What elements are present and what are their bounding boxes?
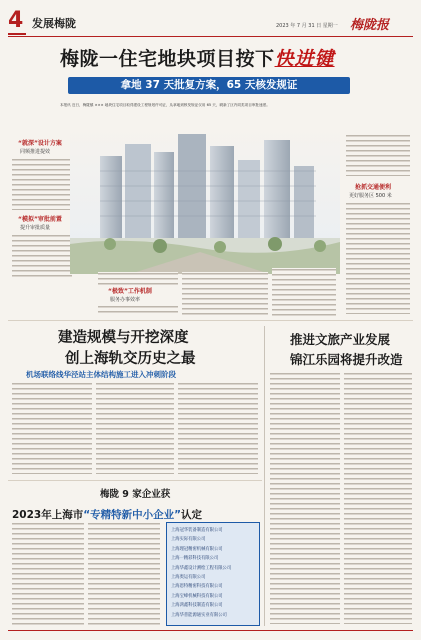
section-name: 发展梅陇 [32, 17, 76, 30]
list-item: 上海奥运有限公司 [171, 575, 206, 581]
lead-subheadline-banner [68, 77, 350, 94]
skyline-illustration-svg [70, 126, 340, 274]
story2-headline-1: 建造规模与开挖深度 [58, 330, 189, 346]
lead-headline-main: 梅陇一住宅地块项目按下 [60, 48, 275, 70]
masthead-logo: 梅陇报 [350, 18, 390, 33]
story3-headline-1: 推进文旅产业发展 [290, 332, 391, 347]
skyline-illustration [70, 126, 340, 274]
page-bottom-rule [8, 630, 413, 631]
story2-body-col-1 [12, 382, 92, 474]
lead-body-col-3 [182, 272, 268, 316]
list-item: 上海华鑫设计测绘工程有限公司 [171, 565, 232, 571]
story3-body-col-1 [270, 372, 340, 624]
story4-headline-b: “专精特新中小企业” [83, 509, 182, 521]
story4-body-col-1 [12, 522, 84, 626]
story3-headline-2: 锦江乐园将提升改造 [290, 352, 403, 367]
lead-body-col-4 [272, 268, 336, 316]
lead-col-sub-2: 提升审批质量 [20, 225, 51, 231]
story2-subheadline: 机场联络线华泾站主体结构施工进入冲刺阶段 [26, 370, 176, 379]
lead-body-col-1b [12, 234, 72, 280]
list-item: 上海宝峰机械科技有限公司 [171, 593, 223, 599]
lead-col-sub-3: 服务办事效率 [110, 297, 141, 303]
list-item: 上海理冠精密机械有限公司 [171, 546, 223, 552]
lead-col-sub-1: 同频推进提效 [20, 149, 51, 155]
list-item: 上海华普能源通实业有限公司 [171, 612, 227, 618]
header-rule [8, 36, 413, 37]
story2-headline-2: 创上海轨交历史之最 [65, 351, 196, 367]
story2-body-col-3 [178, 382, 258, 474]
story2-body-col-2 [96, 382, 174, 474]
company-list [167, 523, 259, 623]
story4-headline [12, 503, 262, 522]
column-divider [264, 326, 265, 626]
lead-col-kicker-1: “就深”设计方案 [18, 140, 62, 147]
lead-subheadline: 拿地 37 天批复方案，65 天核发规证 [120, 79, 298, 91]
lead-headline-accent: 快进键 [274, 48, 335, 70]
page-number: 4 [8, 8, 24, 33]
list-item: 上海一精彩科技有限公司 [171, 556, 219, 562]
lead-body-col-2b [98, 305, 178, 315]
lead-body-col-2 [98, 272, 178, 286]
page-header [0, 0, 421, 38]
story4-kicker: 梅陇 9 家企业获 [100, 489, 171, 500]
lead-col-kicker-4: 抢抓交通便利 [355, 184, 392, 191]
list-item: 上海实际有限公司 [171, 537, 206, 543]
list-item: 上海恩特精密科技有限公司 [171, 584, 223, 590]
lead-body-col-1a [12, 158, 72, 210]
lead-intro: 本报讯 近日，梅陇镇 ××× 地块住宅项目取得建设工程规划许可证，从拿地到核发规证仅用 65 天，刷新了区内同类项目审批速度。 [60, 103, 270, 107]
story4-body-col-2 [88, 522, 160, 626]
page-number-underline [8, 33, 26, 35]
story4-headline-a: 2023年上海市 [12, 509, 84, 521]
story3-body-col-2 [344, 372, 412, 624]
list-item: 上海鸿鑫科技制造有限公司 [171, 603, 223, 609]
lead-body-col-5a [346, 134, 410, 176]
lead-col-sub-4: 更好服务区 500 米 [349, 193, 392, 199]
company-list-box [166, 522, 260, 626]
lead-col-kicker-2: “模拟”审批前置 [18, 216, 62, 223]
lead-headline [60, 44, 400, 74]
lead-col-kicker-3: “极致”工作机制 [108, 288, 152, 295]
story4-headline-c: 认定 [181, 509, 203, 521]
story2-bottom-rule [8, 480, 262, 481]
list-item: 上海冠华装备制造有限公司 [171, 528, 223, 533]
lead-body-col-5b [346, 202, 410, 314]
lead-bottom-rule [8, 320, 413, 321]
issue-date: 2023 年 7 月 31 日 星期一 [276, 23, 338, 29]
